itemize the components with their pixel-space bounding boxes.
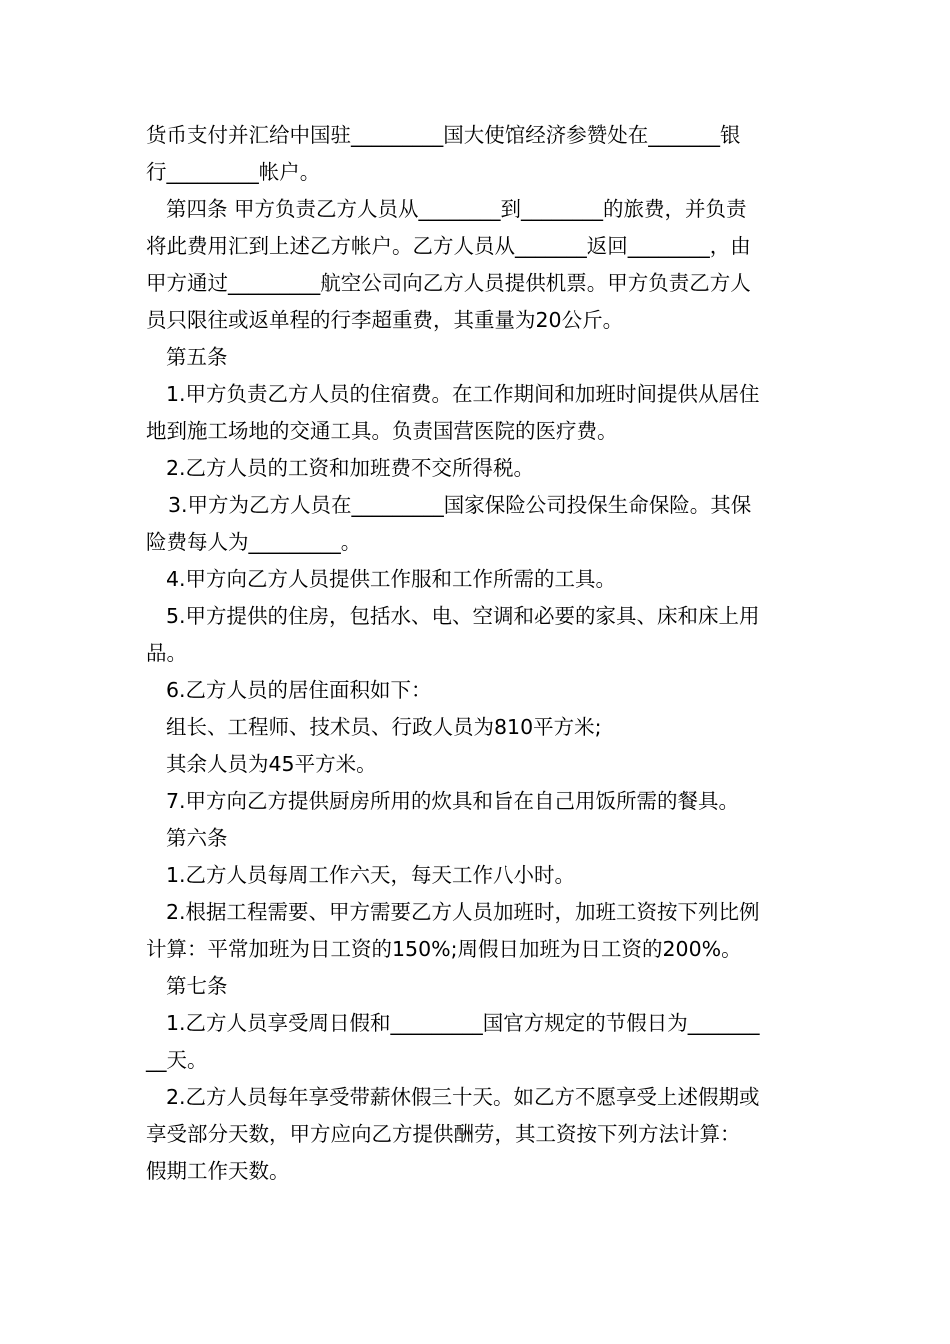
article-7-heading: 第七条 bbox=[166, 974, 228, 998]
clause-line: 4.甲方向乙方人员提供工作服和工作所需的工具。 bbox=[166, 567, 617, 591]
text-line: 行_________帐户。 bbox=[146, 160, 321, 184]
text-line: __天。 bbox=[146, 1048, 208, 1072]
clause-line: 6.乙方人员的居住面积如下： bbox=[166, 678, 432, 702]
text-line: 险费每人为_________。 bbox=[146, 530, 362, 554]
text-line: 计算：平常加班为日工资的150%;周假日加班为日工资的200%。 bbox=[146, 937, 742, 961]
text-line: 甲方通过_________航空公司向乙方人员提供机票。甲方负责乙方人 bbox=[146, 271, 751, 295]
clause-line: 1.乙方人员每周工作六天，每天工作八小时。 bbox=[166, 863, 576, 887]
text-line: 员只限往或返单程的行李超重费，其重量为20公斤。 bbox=[146, 308, 624, 332]
text-line: 将此费用汇到上述乙方帐户。乙方人员从_______返回________，由 bbox=[146, 234, 751, 258]
document-body bbox=[146, 117, 811, 1190]
clause-line: 1.甲方负责乙方人员的住宿费。在工作期间和加班时间提供从居住 bbox=[166, 382, 760, 406]
clause-line: 7.甲方向乙方提供厨房所用的炊具和旨在自己用饭所需的餐具。 bbox=[166, 789, 740, 813]
clause-line: 3.甲方为乙方人员在_________国家保险公司投保生命保险。其保 bbox=[168, 493, 752, 517]
article-4-heading-line: 第四条 甲方负责乙方人员从________到________的旅费，并负责 bbox=[166, 197, 747, 221]
clause-line: 2.乙方人员的工资和加班费不交所得税。 bbox=[166, 456, 535, 480]
text-line: 地到施工场地的交通工具。负责国营医院的医疗费。 bbox=[146, 419, 618, 443]
clause-line: 5.甲方提供的住房，包括水、电、空调和必要的家具、床和床上用 bbox=[166, 604, 760, 628]
text-line: 品。 bbox=[146, 641, 187, 665]
text-line: 假期工作天数。 bbox=[146, 1159, 290, 1183]
text-line: 货币支付并汇给中国驻_________国大使馆经济参赞处在_______银 bbox=[146, 123, 741, 147]
clause-line: 2.根据工程需要、甲方需要乙方人员加班时，加班工资按下列比例 bbox=[166, 900, 760, 924]
text-line: 享受部分天数，甲方应向乙方提供酬劳，其工资按下列方法计算： bbox=[146, 1122, 741, 1146]
clause-line: 1.乙方人员享受周日假和_________国官方规定的节假日为_______ bbox=[166, 1011, 760, 1035]
clause-line: 2.乙方人员每年享受带薪休假三十天。如乙方不愿享受上述假期或 bbox=[166, 1085, 760, 1109]
article-5-heading: 第五条 bbox=[166, 345, 228, 369]
article-6-heading: 第六条 bbox=[166, 826, 228, 850]
text-line: 其余人员为45平方米。 bbox=[166, 752, 377, 776]
text-line: 组长、工程师、技术员、行政人员为810平方米; bbox=[166, 715, 602, 739]
